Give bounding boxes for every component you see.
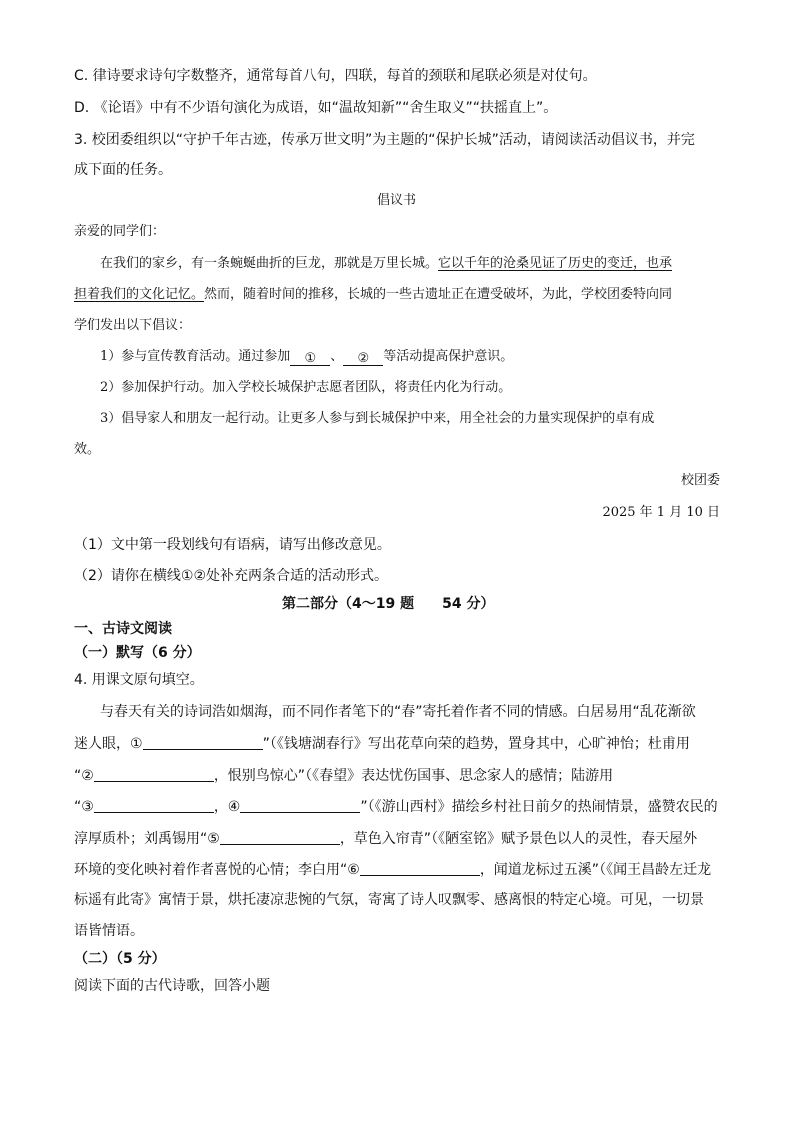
question-3-line2: 成下面的任务。 (74, 162, 172, 178)
fill-line-1: 与春天有关的诗词浩如烟海，而不同作者笔下的“春”寄托着作者不同的情感。白居易用“乱花渐欲 (100, 704, 696, 720)
proposal-item-2: 2）参加保护行动。加入学校长城保护志愿者团队，将责任内化为行动。 (100, 380, 512, 395)
proposal-paragraph-line3: 学们发出以下倡议： (74, 318, 192, 333)
proposal-date: 2025 年 1 月 10 日 (602, 505, 720, 520)
line-text: 环境的变化映衬着作者喜悦的心情；李白用“⑥ (74, 862, 360, 878)
fill-line-2 (74, 733, 690, 754)
task-2: （2）请你在横线①②处补充两条合适的活动形式。 (74, 568, 389, 584)
proposal-signer: 校团委 (680, 473, 720, 488)
fill-blank-3[interactable] (94, 796, 214, 813)
fill-line-6 (74, 859, 711, 880)
fill-blank-2[interactable] (94, 765, 214, 782)
fill-line-4 (74, 796, 718, 817)
line-text: ”（《游山西村》描绘乡村社日前夕的热闹情景，盛赞农民的 (360, 799, 718, 815)
question-4: 4. 用课文原句填空。 (74, 672, 204, 688)
line-text: 迷人眼，① (74, 736, 143, 752)
part-2-heading: 第二部分（4～19 题 54 分） (282, 596, 495, 612)
proposal-greeting: 亲爱的同学们： (74, 224, 166, 239)
underlined-sentence: 担着我们的文化记忆。 (74, 287, 205, 302)
proposal-item-1 (100, 347, 513, 367)
task-1: （1）文中第一段划线句有语病，请写出修改意见。 (74, 537, 391, 553)
blank-1[interactable]: ① (290, 349, 330, 366)
fill-blank-6[interactable] (360, 859, 480, 876)
separator: 、 (330, 349, 344, 364)
option-d: D. 《论语》中有不少语句演化为成语，如“温故知新”“舍生取义”“扶摇直上”。 (74, 100, 558, 116)
line-text: ，闻道龙标过五溪”（《闻王昌龄左迁龙 (479, 862, 712, 878)
underlined-sentence: 它以千年的沧桑见证了历史的变迁，也承 (438, 256, 673, 271)
proposal-paragraph-line2 (74, 285, 672, 305)
poem-intro: 阅读下面的古代诗歌，回答小题 (74, 978, 270, 994)
line-text: ”（《钱塘湖春行》写出花草向荣的趋势，置身其中，心旷神怡；杜甫用 (262, 736, 690, 752)
fill-line-3 (74, 765, 613, 786)
proposal-text: 1）参与宣传教育活动。通过参加 (100, 349, 291, 364)
subsection-2-heading: （二）（5 分） (74, 951, 166, 967)
blank-2[interactable]: ② (343, 349, 383, 366)
fill-line-7: 标遥有此寄》寓情于景，烘托凄凉悲惋的气氛，寄寓了诗人叹飘零、感离恨的特定心境。可见，一切景 (74, 892, 704, 908)
question-3-line1: 3. 校团委组织以“守护千年古迹，传承万世文明”为主题的“保护长城”活动，请阅读活动倡议书，并完 (74, 132, 695, 148)
fill-blank-5[interactable] (220, 828, 340, 845)
line-text: ，恨别鸟惊心”（《春望》表达忧伤国事、思念家人的感情；陆游用 (213, 768, 614, 784)
fill-blank-4[interactable] (240, 796, 360, 813)
subsection-heading: （一）默写（6 分） (74, 645, 201, 661)
line-text: “③ (74, 799, 94, 815)
proposal-item-3: 3）倡导家人和朋友一起行动。让更多人参与到长城保护中来，用全社会的力量实现保护的卓有成 (100, 411, 655, 426)
line-text: ，④ (213, 799, 241, 815)
line-text: “② (74, 768, 94, 784)
proposal-text: 在我们的家乡，有一条蜿蜒曲折的巨龙，那就是万里长城。 (100, 256, 439, 271)
proposal-paragraph-line1 (100, 254, 672, 274)
proposal-text: 等活动提高保护意识。 (383, 349, 514, 364)
fill-line-5 (74, 828, 697, 849)
proposal-text: 然而，随着时间的推移，长城的一些古遗址正在遭受破坏，为此，学校团委特向同 (204, 287, 673, 302)
line-text: ，草色入帘青”（《陋室铭》赋予景色以人的灵性，春天屋外 (339, 831, 698, 847)
option-c: C. 律诗要求诗句字数整齐，通常每首八句，四联，每首的颈联和尾联必须是对仗句。 (74, 68, 597, 84)
proposal-item-3-cont: 效。 (74, 442, 101, 457)
section-heading: 一、古诗文阅读 (74, 621, 172, 637)
proposal-title: 倡议书 (377, 193, 417, 208)
line-text: 淳厚质朴；刘禹锡用“⑤ (74, 831, 220, 847)
fill-blank-1[interactable] (143, 733, 263, 750)
fill-line-8: 语皆情语。 (74, 923, 144, 939)
